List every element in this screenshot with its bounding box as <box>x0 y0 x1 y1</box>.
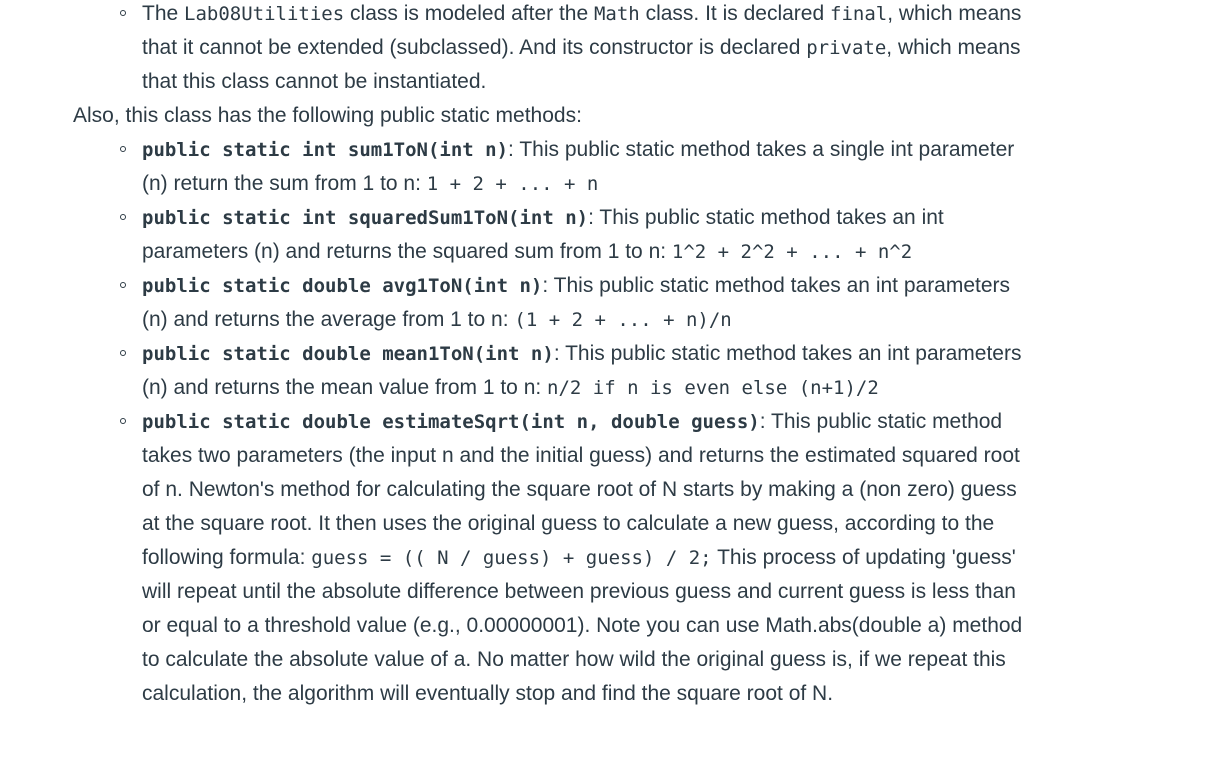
method-formula: (1 + 2 + ... + n)/n <box>514 309 732 331</box>
method-formula: guess = (( N / guess) + guess) / 2; <box>311 547 712 569</box>
method-item-avg1ToN <box>142 269 1027 337</box>
method-signature: public static int squaredSum1ToN(int n) <box>142 207 589 229</box>
method-item-estimateSqrt <box>142 405 1027 711</box>
list-item: The Lab08Utilities class is modeled after the Math class. It is declared final, which means that it cannot be extended (subclassed). And its constructor is declared private, which means that this class cannot be instantiated. <box>142 0 1027 99</box>
methods-list <box>0 133 1225 711</box>
method-signature: public static int sum1ToN(int n) <box>142 139 509 161</box>
method-description: : This public static method takes two parameters (the input n and the initial guess) and returns the estimated squared root of n. Newton's method for calculating the square root of N starts by making a (non zero) guess at the square root. It then uses the original guess to calculate a new guess, according to the following formula: <box>142 410 1020 569</box>
method-signature: public static double mean1ToN(int n) <box>142 343 554 365</box>
private-keyword-code: private <box>806 37 887 59</box>
class-description-list <box>0 0 1225 99</box>
bullet-icon <box>120 418 126 424</box>
method-description: : This public static method takes an int parameters (n) and returns the average from 1 to n: <box>142 274 1011 331</box>
methods-intro-text: Also, this class has the following public static methods: <box>73 104 582 127</box>
final-keyword-code: final <box>830 3 888 25</box>
method-signature: public static double estimateSqrt(int n, double guess) <box>142 411 760 433</box>
method-description: : This public static method takes an int parameters (n) and returns the mean value from 1 to n: <box>142 342 1022 399</box>
method-description-continued: This process of updating 'guess' will repeat until the absolute difference between previous guess and current guess is less than or equal to a threshold value (e.g., 0.00000001). Note you can use Math.abs(double a) method to calculate the absolute value of a. No matter how wild the original guess is, if we repeat this calculation, the algorithm will eventually stop and find the square root of N. <box>142 546 1023 705</box>
class-name-code: Lab08Utilities <box>184 3 345 25</box>
method-item-mean1ToN <box>142 337 1027 405</box>
bullet-icon <box>120 10 126 16</box>
bullet-icon <box>120 214 126 220</box>
method-signature: public static double avg1ToN(int n) <box>142 275 543 297</box>
bullet-icon <box>120 282 126 288</box>
method-item-squaredSum1ToN <box>142 201 1027 269</box>
method-item-sum1ToN <box>142 133 1027 201</box>
method-description: : This public static method takes a single int parameter (n) return the sum from 1 to n: <box>142 138 1015 195</box>
method-formula: n/2 if n is even else (n+1)/2 <box>547 377 879 399</box>
math-class-code: Math <box>593 3 640 25</box>
method-formula: 1^2 + 2^2 + ... + n^2 <box>671 241 913 263</box>
method-formula: 1 + 2 + ... + n <box>426 173 599 195</box>
bullet-icon <box>120 350 126 356</box>
bullet-icon <box>120 146 126 152</box>
method-description: : This public static method takes an int parameters (n) and returns the squared sum from 1 to n: <box>142 206 944 263</box>
